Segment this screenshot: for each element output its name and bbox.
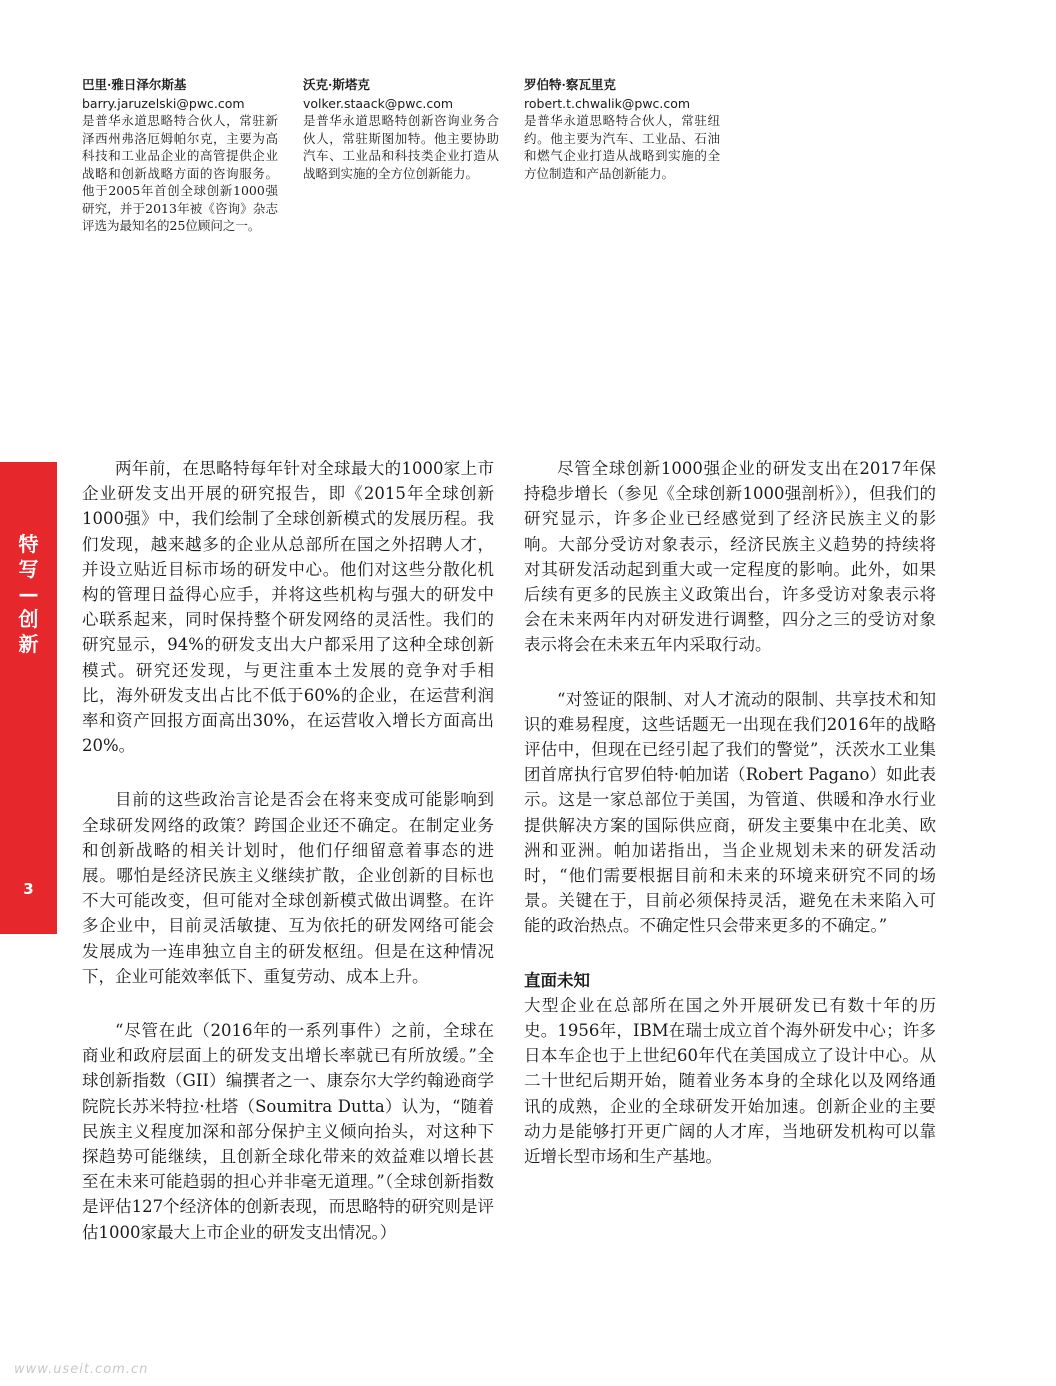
section-tab-label bbox=[0, 532, 57, 657]
section-tab-char: — bbox=[18, 582, 39, 606]
right-column bbox=[524, 456, 936, 1198]
author-bio-staack bbox=[303, 76, 499, 182]
body-paragraph: “对签证的限制、对人才流动的限制、共享技术和知识的难易程度，这些话题无一出现在我们2016年的战略评估中，但现在已经引起了我们的警觉”，沃茨水工业集团首席执行官罗伯特·帕加诺（Robert Pagano）如此表示。这是一家总部位于美国，为管道、供暖和净水行业提供解决方案的国际供应商，研发主要集中在北美、欧洲和亚洲。帕加诺指出，当企业规划未来的研发活动时，“他们需要根据目前和未来的环境来研究不同的场景。关键在于，目前必须保持灵活，避免在未来陷入可能的政治热点。不确定性只会带来更多的不确定。” bbox=[524, 689, 936, 936]
author-email[interactable]: robert.t.chwalik@pwc.com bbox=[524, 95, 691, 111]
author-name: 巴里·雅日泽尔斯基 bbox=[82, 77, 187, 92]
body-paragraph: 大型企业在总部所在国之外开展研发已有数十年的历史。1956年，IBM在瑞士成立首个海外研发中心；许多日本车企也于上世纪60年代在美国成立了设计中心。从二十世纪后期开始，随着业务本身的全球化以及网络通讯的成熟，企业的全球研发开始加速。创新企业的主要动力是能够打开更广阔的人才库，当地研发机构可以靠近增长型市场和生产基地。 bbox=[524, 995, 936, 1167]
body-paragraph: 尽管全球创新1000强企业的研发支出在2017年保持稳步增长（参见《全球创新1000强剖析》），但我们的研究显示，许多企业已经感觉到了经济民族主义的影响。大部分受访对象表示，经济民族主义趋势的持续将对其研发活动起到重大或一定程度的影响。此外，如果后续有更多的民族主义政策出台，许多受访对象表示将会在未来两年内对研发进行调整，四分之三的受访对象表示将会在未来五年内采取行动。 bbox=[524, 459, 936, 655]
author-email[interactable]: barry.jaruzelski@pwc.com bbox=[82, 95, 245, 111]
section-tab-char: 创 bbox=[18, 607, 39, 631]
section-tab-char: 新 bbox=[18, 632, 39, 656]
left-column bbox=[82, 456, 494, 1274]
section-tab-char: 写 bbox=[18, 557, 39, 581]
section-tab-char: 特 bbox=[18, 532, 39, 556]
author-email[interactable]: volker.staack@pwc.com bbox=[303, 95, 454, 111]
author-name: 沃克·斯塔克 bbox=[303, 77, 370, 92]
author-description: 是普华永道思略特合伙人，常驻纽约。他主要为汽车、工业品、石油和燃气企业打造从战略到实施的全方位制造和产品创新能力。 bbox=[524, 113, 720, 181]
watermark: www.useit.com.cn bbox=[14, 1362, 149, 1377]
section-heading: 直面未知 bbox=[524, 970, 590, 990]
body-paragraph: 目前的这些政治言论是否会在将来变成可能影响到全球研发网络的政策？跨国企业还不确定。在制定业务和创新战略的相关计划时，他们仔细留意着事态的进展。哪怕是经济民族主义继续扩散，企业创新的目标也不大可能改变，但可能对全球创新模式做出调整。在许多企业中，目前灵活敏捷、互为依托的研发网络可能会发展成为一连串独立自主的研发枢纽。但是在这种情况下，企业可能效率低下、重复劳动、成本上升。 bbox=[82, 790, 494, 986]
author-bio-jaruzelski bbox=[82, 76, 278, 235]
author-description: 是普华永道思略特创新咨询业务合伙人，常驻斯图加特。他主要协助汽车、工业品和科技类企业打造从战略到实施的全方位创新能力。 bbox=[303, 113, 499, 181]
body-paragraph: 两年前，在思略特每年针对全球最大的1000家上市企业研发支出开展的研究报告，即《2015年全球创新1000强》中，我们绘制了全球创新模式的发展历程。我们发现，越来越多的企业从总部所在国之外招聘人才，并设立贴近目标市场的研发中心。他们对这些分散化机构的管理日益得心应手，并将这些机构与强大的研发中心联系起来，同时保持整个研发网络的灵活性。我们的研究显示，94%的研发支出大户都采用了这种全球创新模式。研究还发现，与更注重本土发展的竞争对手相比，海外研发支出占比不低于60%的企业，在运营利润率和资产回报方面高出30%，在运营收入增长方面高出20%。 bbox=[82, 459, 494, 756]
body-paragraph: “尽管在此（2016年的一系列事件）之前，全球在商业和政府层面上的研发支出增长率就已有所放缓。”全球创新指数（GII）编撰者之一、康奈尔大学约翰逊商学院院长苏米特拉·杜塔（Soumitra Dutta）认为，“随着民族主义程度加深和部分保护主义倾向抬头，对这种下探趋势可能继续，且创新全球化带来的效益难以增长甚至在未来可能趋弱的担心并非毫无道理。”（全球创新指数是评估127个经济体的创新表现，而思略特的研究则是评估1000家最大上市企业的研发支出情况。） bbox=[82, 1021, 494, 1242]
page-number: 3 bbox=[23, 880, 34, 898]
author-bio-chwalik bbox=[524, 76, 720, 182]
author-description: 是普华永道思略特合伙人，常驻新泽西州弗洛厄姆帕尔克，主要为高科技和工业品企业的高管提供企业战略和创新战略方面的咨询服务。他于2005年首创全球创新1000强研究，并于2013年被《咨询》杂志评选为最知名的25位顾问之一。 bbox=[82, 113, 278, 233]
author-name: 罗伯特·察瓦里克 bbox=[524, 77, 616, 92]
section-tab bbox=[0, 462, 57, 934]
